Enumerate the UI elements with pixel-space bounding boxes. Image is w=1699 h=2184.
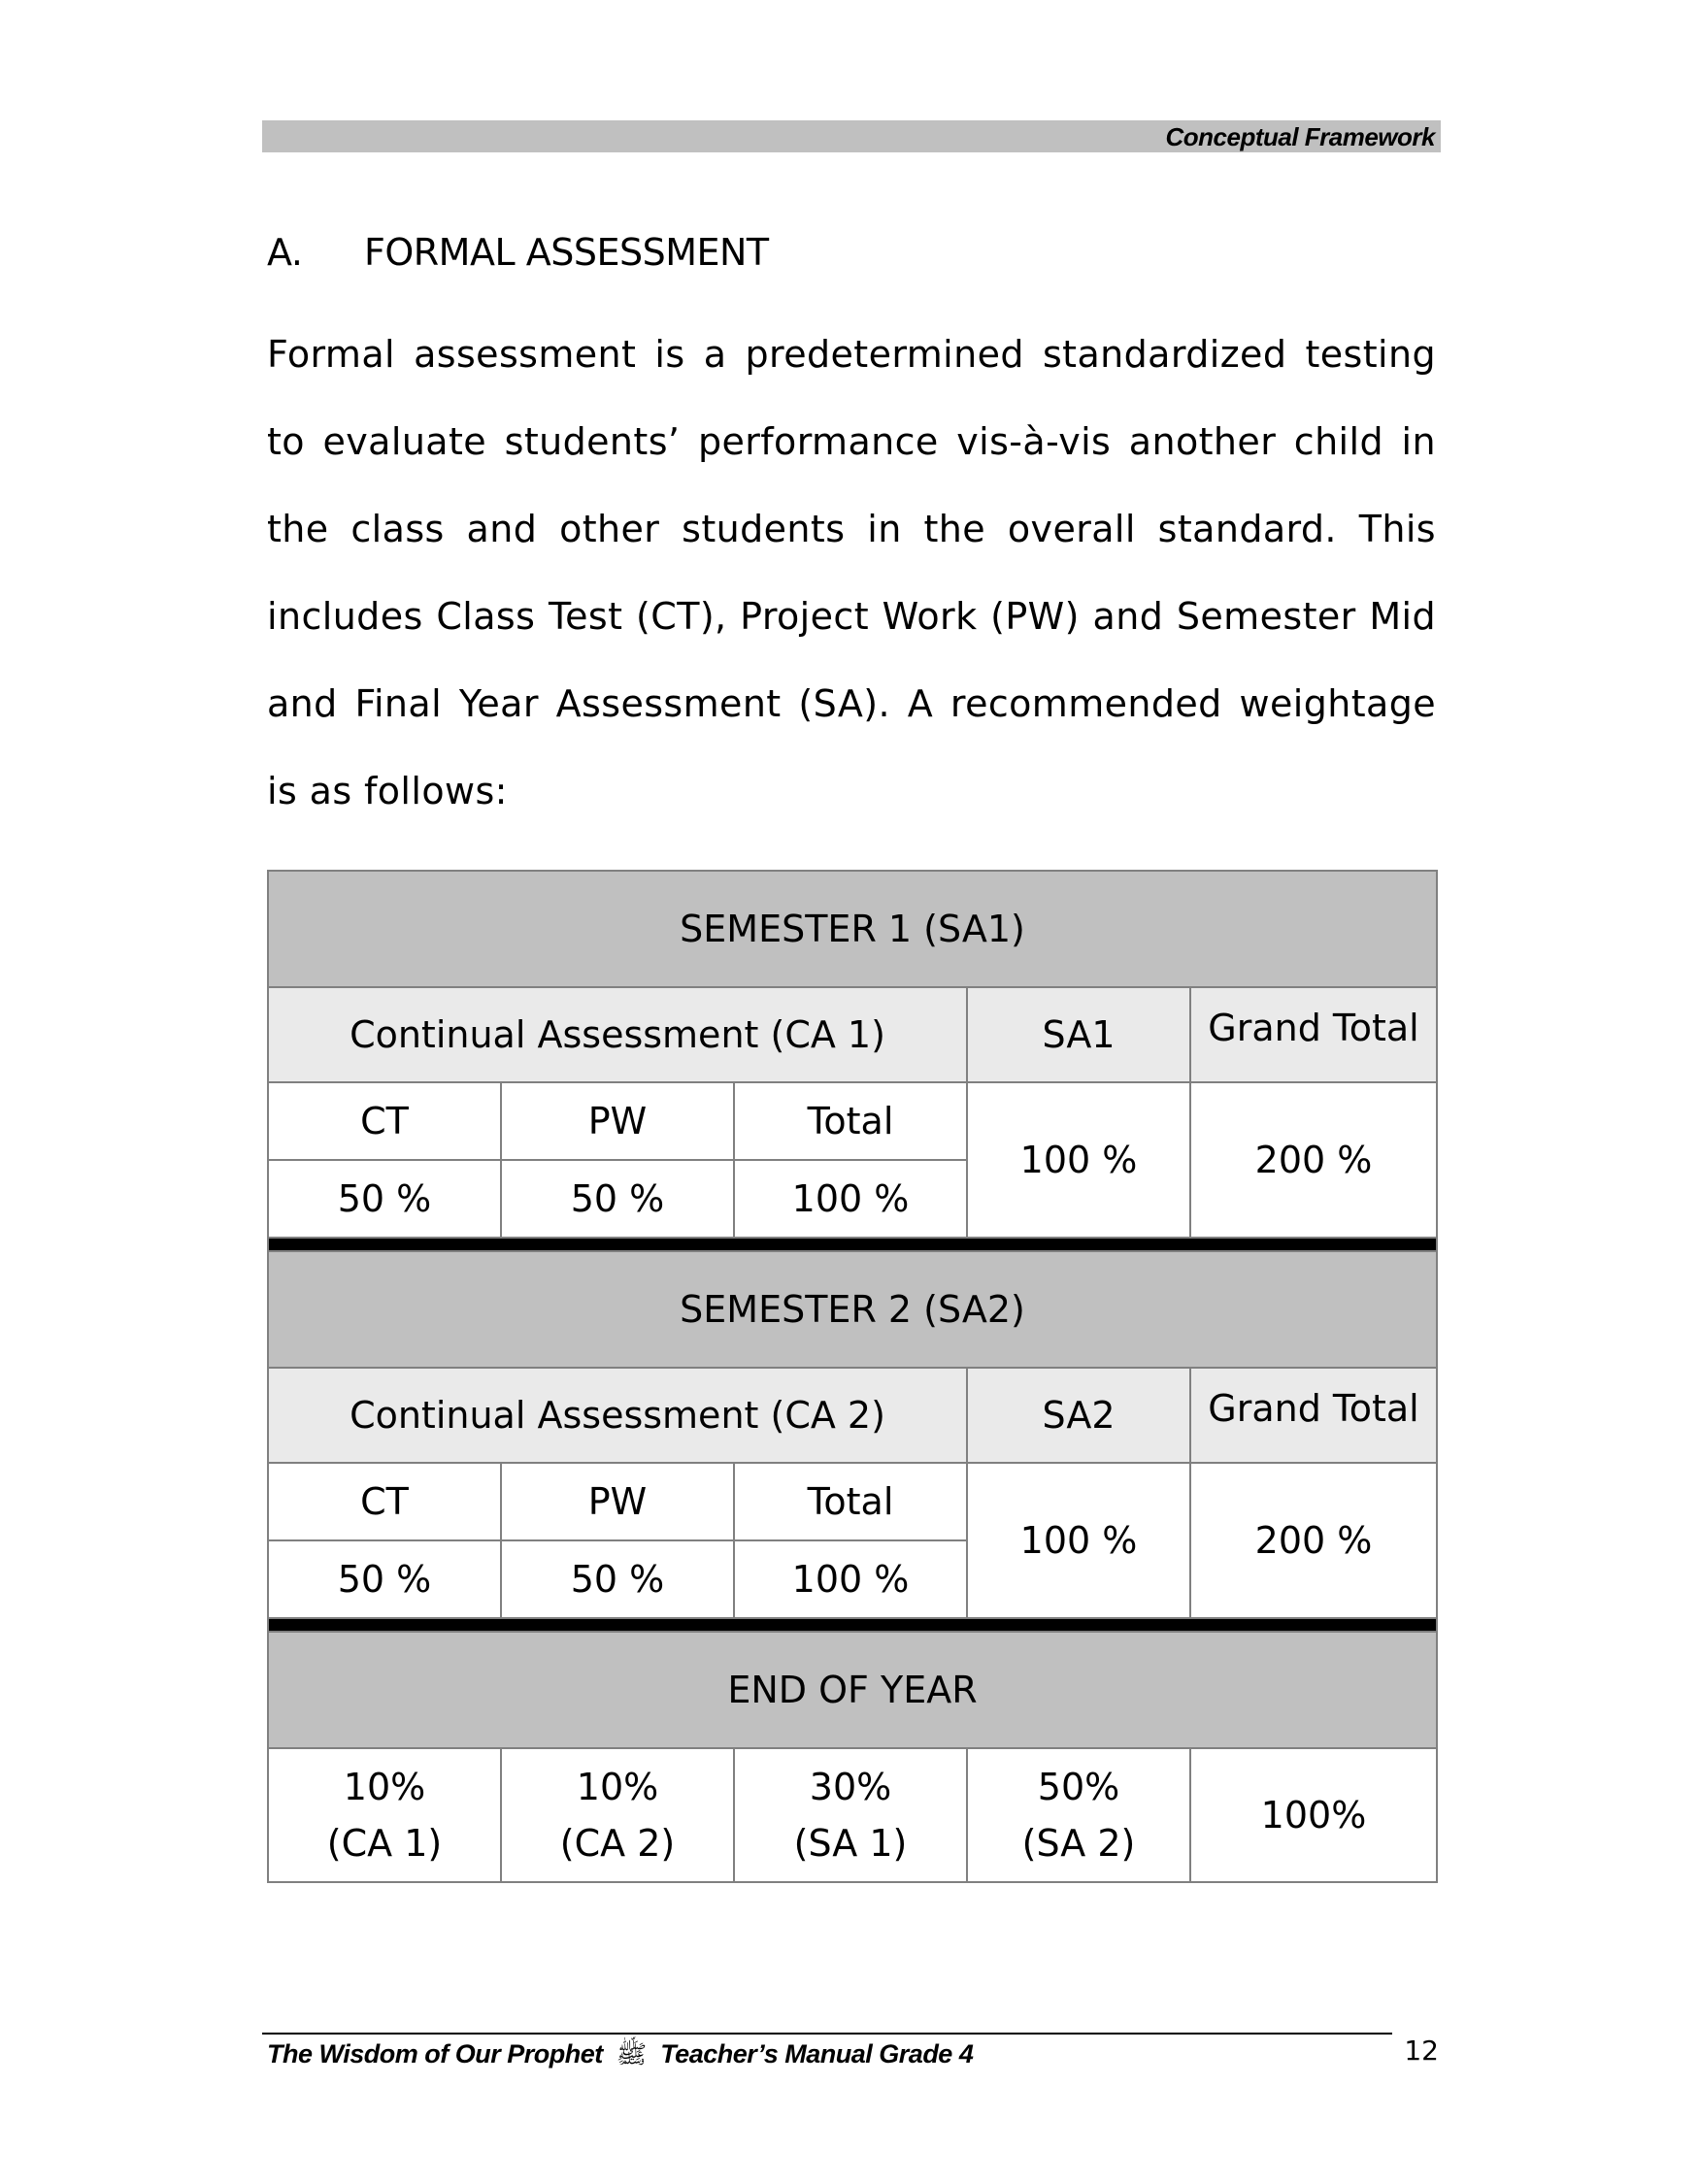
semester2-title: SEMESTER 2 (SA2) — [268, 1251, 1437, 1368]
eoy-cell — [967, 1748, 1190, 1882]
semester2-ca-header-row — [268, 1463, 1437, 1540]
section-heading — [267, 231, 769, 274]
semester2-ct-header: CT — [268, 1463, 501, 1540]
separator — [268, 1618, 1437, 1632]
footer-book-title: The Wisdom of Our Prophet — [267, 2039, 603, 2068]
eoy-total: 100% — [1190, 1748, 1437, 1882]
semester2-grand-total-label: Grand Total — [1208, 1387, 1419, 1430]
semester1-ca-header-row — [268, 1082, 1437, 1160]
eoy-label: (CA 1) — [326, 1822, 443, 1865]
end-of-year-title-row — [268, 1632, 1437, 1748]
separator — [268, 1238, 1437, 1251]
eoy-label: (SA 1) — [793, 1822, 908, 1865]
footer-rule — [262, 2033, 1392, 2035]
semester1-ct-header: CT — [268, 1082, 501, 1160]
semester1-pw-value: 50 % — [501, 1160, 734, 1238]
heading-title: FORMAL ASSESSMENT — [364, 231, 769, 274]
honorific-symbol: ﷺ — [616, 2039, 648, 2068]
semester2-ca-label: Continual Assessment (CA 2) — [268, 1368, 967, 1463]
semester1-title-row — [268, 871, 1437, 987]
semester1-grand-total-label: Grand Total — [1208, 1007, 1419, 1049]
semester2-title-row — [268, 1251, 1437, 1368]
eoy-label: (SA 2) — [1021, 1822, 1136, 1865]
semester2-total-header: Total — [734, 1463, 967, 1540]
eoy-cell — [268, 1748, 501, 1882]
semester1-ca-label: Continual Assessment (CA 1) — [268, 987, 967, 1082]
page-number: 12 — [1404, 2035, 1439, 2067]
semester2-pw-header: PW — [501, 1463, 734, 1540]
semester1-title: SEMESTER 1 (SA1) — [268, 871, 1437, 987]
semester2-total-value: 100 % — [734, 1540, 967, 1618]
semester2-grand-value: 200 % — [1190, 1463, 1437, 1618]
assessment-table — [267, 870, 1438, 1883]
semester2-pw-value: 50 % — [501, 1540, 734, 1618]
semester1-total-value: 100 % — [734, 1160, 967, 1238]
semester1-grand-value: 200 % — [1190, 1082, 1437, 1238]
semester1-pw-header: PW — [501, 1082, 734, 1160]
footer-title — [267, 2038, 973, 2075]
semester1-total-header: Total — [734, 1082, 967, 1160]
heading-number: A. — [267, 231, 303, 274]
eoy-label: (CA 2) — [559, 1822, 676, 1865]
end-of-year-row — [268, 1748, 1437, 1882]
eoy-pct: 10% — [343, 1766, 426, 1808]
eoy-cell — [501, 1748, 734, 1882]
semester2-sa-value: 100 % — [967, 1463, 1190, 1618]
eoy-pct: 50% — [1037, 1766, 1120, 1808]
body-paragraph: Formal assessment is a predetermined standardized testing to evaluate students’ performance vis-à-vis another child in the class and other students in the overall standard. This includes Class Test (CT), Project Work (PW) and Semester Mid and Final Year Assessment (SA). A recommended weightage is as follows: — [267, 333, 1436, 812]
eoy-cell — [734, 1748, 967, 1882]
eoy-pct: 10% — [576, 1766, 659, 1808]
section-title: Conceptual Framework — [1165, 122, 1435, 151]
semester1-ct-value: 50 % — [268, 1160, 501, 1238]
header-bar — [262, 120, 1441, 152]
semester2-header-row — [268, 1368, 1437, 1463]
semester2-ct-value: 50 % — [268, 1540, 501, 1618]
eoy-pct: 30% — [809, 1766, 892, 1808]
semester1-sa-value: 100 % — [967, 1082, 1190, 1238]
semester2-sa-label: SA2 — [967, 1368, 1190, 1463]
semester1-sa-label: SA1 — [967, 987, 1190, 1082]
footer-manual-title: Teacher’s Manual Grade 4 — [660, 2039, 974, 2068]
semester1-header-row — [268, 987, 1437, 1082]
end-of-year-title: END OF YEAR — [268, 1632, 1437, 1748]
